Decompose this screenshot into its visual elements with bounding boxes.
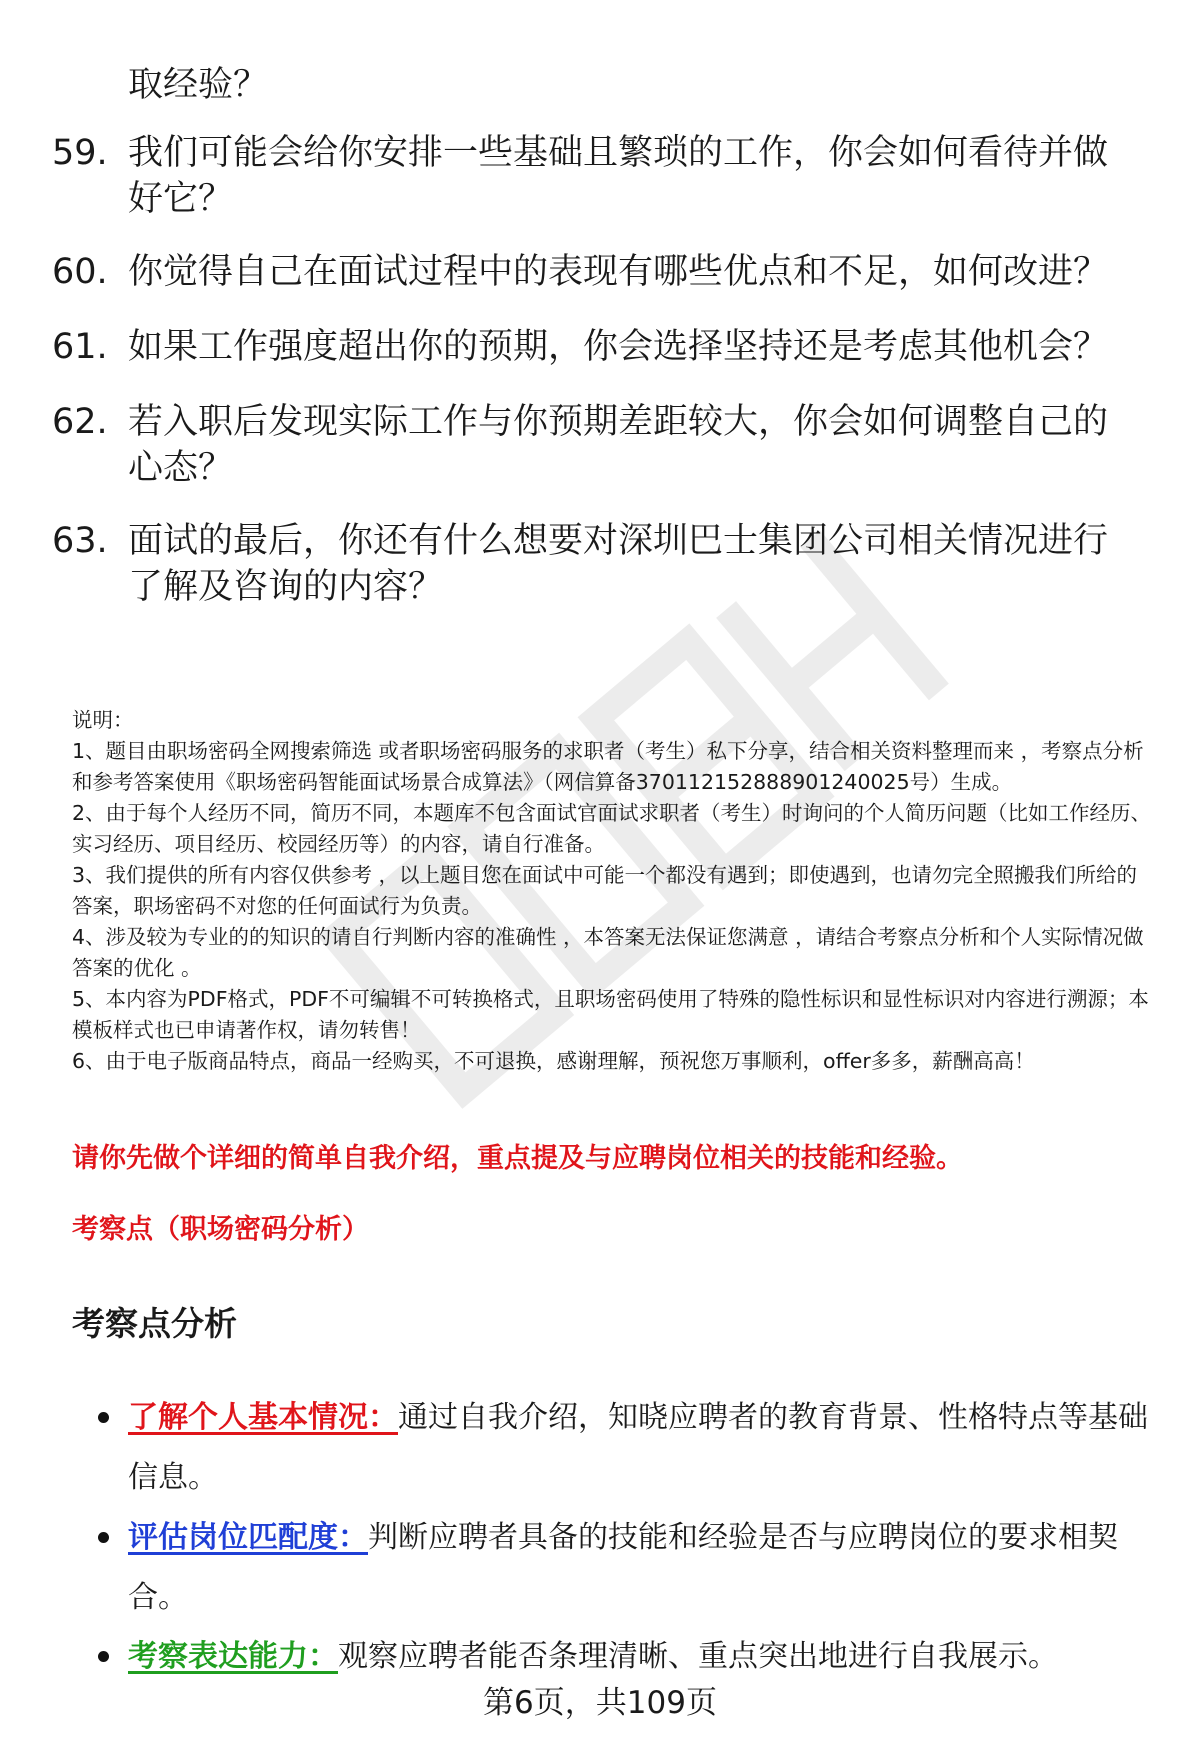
notes-section [72, 705, 1157, 1077]
bullet-dot-icon [98, 1651, 109, 1662]
note-item: 3、我们提供的所有内容仅供参考 ，以上题目您在面试中可能一个都没有遇到；即使遇到，也请勿完全照搬我们所给的答案，职场密码不对您的任何面试行为负责。 [72, 863, 1138, 918]
question-number: 61. [52, 327, 108, 367]
question-60 [52, 249, 1152, 295]
question-number: 63. [52, 521, 108, 561]
bullet-text: 观察应聘者能否条理清晰、重点突出地进行自我展示。 [338, 1639, 1058, 1674]
question-text: 面试的最后，你还有什么想要对深圳巴士集团公司相关情况进行了解及咨询的内容？ [128, 521, 1109, 607]
bullet-text: 判断应聘者具备的技能和经验是否与应聘岗位的要求相契合。 [128, 1520, 1118, 1615]
question-61 [52, 324, 1152, 370]
bullet-label: 了解个人基本情况： [128, 1400, 398, 1435]
question-59 [52, 130, 1152, 222]
analysis-subheading: 考察点（职场密码分析） [72, 1214, 369, 1245]
bullet-label: 评估岗位匹配度： [128, 1520, 368, 1555]
note-item: 1、题目由职场密码全网搜索筛选 或者职场密码服务的求职者（考生）私下分享，结合相关资料整理而来 ，考察点分析和参考答案使用《职场密码智能面试场景合成算法》（网信算备370112152888901240025号）生成。 [72, 739, 1144, 794]
featured-question: 请你先做个详细的简单自我介绍，重点提及与应聘岗位相关的技能和经验。 [72, 1143, 963, 1174]
note-item: 5、本内容为PDF格式，PDF不可编辑不可转换格式，且职场密码使用了特殊的隐性标识和显性标识对内容进行溯源；本模板样式也已申请著作权，请勿转售！ [72, 987, 1149, 1042]
question-number: 59. [52, 133, 108, 173]
question-number: 60. [52, 252, 108, 292]
question-62 [52, 399, 1152, 491]
analysis-bullet-1 [128, 1388, 1148, 1508]
bullet-dot-icon [98, 1532, 109, 1543]
question-number: 62. [52, 402, 108, 442]
question-text: 如果工作强度超出你的预期，你会选择坚持还是考虑其他机会？ [128, 327, 1109, 367]
bullet-text: 通过自我介绍，知晓应聘者的教育背景、性格特点等基础信息。 [128, 1400, 1148, 1495]
note-item: 2、由于每个人经历不同，简历不同，本题库不包含面试官面试求职者（考生）时询问的个人简历问题（比如工作经历、实习经历、项目经历、校园经历等）的内容，请自行准备。 [72, 801, 1152, 856]
question-text: 你觉得自己在面试过程中的表现有哪些优点和不足，如何改进？ [128, 252, 1109, 292]
question-63 [52, 518, 1152, 610]
question-continuation: 取经验？ [128, 65, 269, 105]
analysis-heading: 考察点分析 [72, 1304, 237, 1343]
bullet-label: 考察表达能力： [128, 1639, 338, 1674]
analysis-bullet-2 [128, 1508, 1148, 1628]
note-item: 4、涉及较为专业的的知识的请自行判断内容的准确性 ，本答案无法保证您满意 ，请结合考察点分析和个人实际情况做答案的优化 。 [72, 925, 1144, 980]
page-footer: 第6页，共109页 [483, 1685, 717, 1721]
notes-title: 说明： [72, 708, 134, 732]
question-text: 若入职后发现实际工作与你预期差距较大，你会如何调整自己的心态？ [128, 402, 1109, 488]
bullet-dot-icon [98, 1412, 109, 1423]
note-item: 6、由于电子版商品特点，商品一经购买，不可退换，感谢理解，预祝您万事顺利，offer多多，薪酬高高！ [72, 1049, 1035, 1073]
question-text: 我们可能会给你安排一些基础且繁琐的工作，你会如何看待并做好它？ [128, 133, 1109, 219]
